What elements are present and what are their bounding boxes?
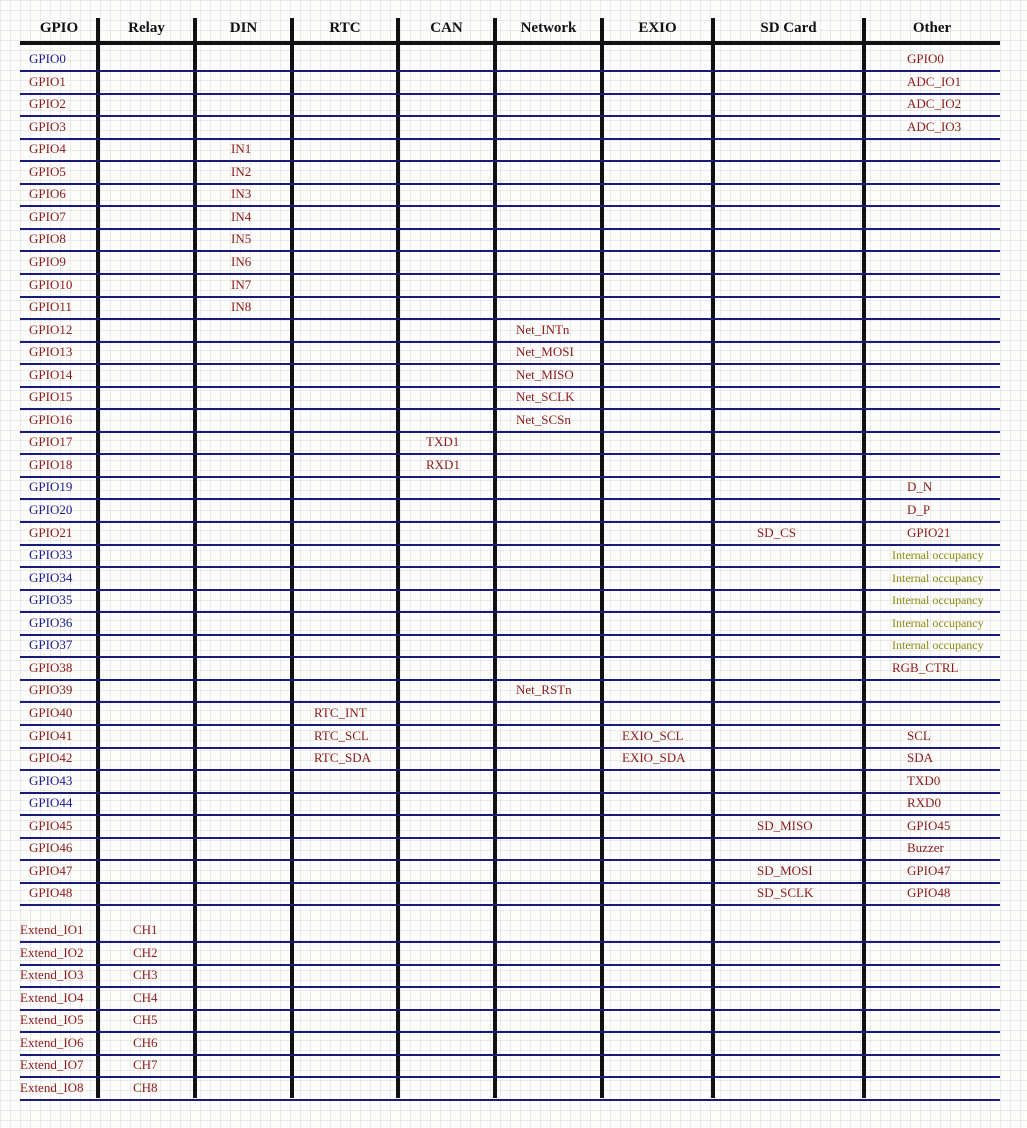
gpio-label: GPIO10	[29, 277, 73, 292]
cell-relay: CH6	[133, 1035, 158, 1050]
table-row-line	[20, 160, 1000, 162]
table-row-line	[20, 611, 1000, 613]
cell-other: TXD0	[907, 773, 941, 788]
column-divider	[493, 18, 497, 1098]
header-network: Network	[520, 20, 577, 36]
header-can: CAN	[430, 20, 463, 36]
gpio-label: GPIO7	[29, 209, 66, 224]
table-row-line	[20, 498, 1000, 500]
gpio-label: GPIO41	[29, 728, 73, 743]
cell-din: IN3	[231, 186, 252, 201]
cell-other: GPIO21	[907, 525, 951, 540]
gpio-label: Extend_IO4	[20, 990, 84, 1005]
cell-other: RGB_CTRL	[892, 660, 959, 675]
column-divider	[193, 18, 197, 1098]
cell-other: SDA	[907, 750, 934, 765]
header-rule	[20, 41, 1000, 45]
table-row-line	[20, 544, 1000, 546]
table-row-line	[20, 431, 1000, 433]
cell-other: D_P	[907, 502, 931, 517]
cell-sd: SD_MOSI	[757, 863, 813, 878]
table-row-line	[20, 453, 1000, 455]
cell-relay: CH5	[133, 1012, 158, 1027]
gpio-label: Extend_IO1	[20, 922, 84, 937]
cell-relay: CH7	[133, 1057, 158, 1072]
table-row-line	[20, 70, 1000, 72]
gpio-label: GPIO9	[29, 254, 66, 269]
cell-relay: CH4	[133, 990, 158, 1005]
column-divider	[862, 18, 866, 1098]
header-sd: SD Card	[760, 20, 817, 36]
gpio-label: GPIO21	[29, 525, 73, 540]
column-divider	[600, 18, 604, 1098]
gpio-label: Extend_IO6	[20, 1035, 84, 1050]
cell-relay: CH1	[133, 922, 158, 937]
table-row-line	[20, 318, 1000, 320]
gpio-label: GPIO42	[29, 750, 73, 765]
gpio-label: GPIO35	[29, 592, 73, 607]
table-row-line	[20, 1009, 1000, 1011]
table-row-line	[20, 941, 1000, 943]
gpio-label: GPIO8	[29, 231, 66, 246]
column-divider	[290, 18, 294, 1098]
gpio-label: GPIO38	[29, 660, 73, 675]
table-row-line	[20, 521, 1000, 523]
cell-other: GPIO48	[907, 885, 951, 900]
cell-other: Internal occupancy	[892, 571, 984, 585]
cell-other: GPIO45	[907, 818, 951, 833]
table-row-line	[20, 93, 1000, 95]
gpio-label: GPIO11	[29, 299, 72, 314]
cell-network: Net_INTn	[516, 322, 570, 337]
gpio-label: GPIO20	[29, 502, 73, 517]
cell-network: Net_RSTn	[516, 682, 572, 697]
column-divider	[96, 18, 100, 1098]
cell-exio: EXIO_SDA	[622, 750, 686, 765]
header-relay: Relay	[128, 20, 165, 36]
header-rtc: RTC	[329, 20, 361, 36]
table-row-line	[20, 296, 1000, 298]
header-exio: EXIO	[638, 20, 677, 36]
cell-network: Net_SCLK	[516, 389, 575, 404]
cell-other: ADC_IO2	[907, 96, 962, 111]
table-row-line	[20, 634, 1000, 636]
table-row-line	[20, 769, 1000, 771]
cell-other: ADC_IO1	[907, 74, 962, 89]
gpio-label: GPIO46	[29, 840, 73, 855]
table-row-line	[20, 250, 1000, 252]
gpio-label: GPIO48	[29, 885, 73, 900]
table-row-line	[20, 986, 1000, 988]
gpio-label: GPIO15	[29, 389, 73, 404]
table-row-line	[20, 363, 1000, 365]
gpio-label: GPIO43	[29, 773, 73, 788]
table-row-line	[20, 701, 1000, 703]
gpio-label: GPIO47	[29, 863, 73, 878]
column-divider	[396, 18, 400, 1098]
cell-other: Internal occupancy	[892, 616, 984, 630]
table-row-line	[20, 183, 1000, 185]
table-row-line	[20, 341, 1000, 343]
cell-other: GPIO0	[907, 51, 944, 66]
table-row-line	[20, 1054, 1000, 1056]
gpio-label: GPIO34	[29, 570, 73, 585]
gpio-label: Extend_IO2	[20, 945, 84, 960]
table-row-line	[20, 228, 1000, 230]
gpio-label: GPIO37	[29, 637, 73, 652]
gpio-label: GPIO33	[29, 547, 73, 562]
cell-relay: CH2	[133, 945, 158, 960]
cell-sd: SD_MISO	[757, 818, 813, 833]
table-row-line	[20, 386, 1000, 388]
table-row-line	[20, 115, 1000, 117]
gpio-label: GPIO14	[29, 367, 73, 382]
cell-rtc: RTC_SCL	[314, 728, 369, 743]
gpio-label: GPIO45	[29, 818, 73, 833]
gpio-label: GPIO0	[29, 51, 66, 66]
gpio-label: GPIO6	[29, 186, 66, 201]
cell-relay: CH8	[133, 1080, 158, 1095]
cell-other: Internal occupancy	[892, 593, 984, 607]
table-row-line	[20, 656, 1000, 658]
cell-sd: SD_CS	[757, 525, 797, 540]
table-row-line	[20, 904, 1000, 906]
cell-other: D_N	[907, 479, 933, 494]
header-din: DIN	[229, 20, 258, 36]
cell-other: SCL	[907, 728, 931, 743]
cell-network: Net_SCSn	[516, 412, 571, 427]
cell-sd: SD_SCLK	[757, 885, 814, 900]
cell-exio: EXIO_SCL	[622, 728, 684, 743]
gpio-label: GPIO12	[29, 322, 73, 337]
cell-din: IN1	[231, 141, 252, 156]
gpio-label: GPIO1	[29, 74, 66, 89]
cell-din: IN7	[231, 277, 252, 292]
gpio-label: GPIO44	[29, 795, 73, 810]
table-row-line	[20, 792, 1000, 794]
cell-other: Internal occupancy	[892, 638, 984, 652]
table-row-line	[20, 882, 1000, 884]
gpio-label: Extend_IO5	[20, 1012, 84, 1027]
gpio-label: Extend_IO7	[20, 1057, 84, 1072]
cell-other: GPIO47	[907, 863, 951, 878]
cell-din: IN5	[231, 231, 252, 246]
cell-can: TXD1	[426, 434, 460, 449]
cell-rtc: RTC_INT	[314, 705, 367, 720]
gpio-label: GPIO5	[29, 164, 66, 179]
table-row-line	[20, 138, 1000, 140]
gpio-label: GPIO18	[29, 457, 73, 472]
cell-relay: CH3	[133, 967, 158, 982]
gpio-label: GPIO2	[29, 96, 66, 111]
table-row-line	[20, 273, 1000, 275]
cell-din: IN6	[231, 254, 252, 269]
table-row-line	[20, 724, 1000, 726]
cell-din: IN4	[231, 209, 252, 224]
cell-network: Net_MOSI	[516, 344, 574, 359]
table-row-line	[20, 814, 1000, 816]
gpio-label: Extend_IO8	[20, 1080, 84, 1095]
table-row-line	[20, 1031, 1000, 1033]
table-row-line	[20, 476, 1000, 478]
cell-other: Internal occupancy	[892, 548, 984, 562]
cell-other: Buzzer	[907, 840, 944, 855]
table-row-line	[20, 679, 1000, 681]
table-row-line	[20, 859, 1000, 861]
cell-din: IN8	[231, 299, 252, 314]
header-other: Other	[912, 20, 952, 36]
gpio-label: GPIO40	[29, 705, 73, 720]
cell-rtc: RTC_SDA	[314, 750, 372, 765]
table-row-line	[20, 1099, 1000, 1101]
gpio-label: GPIO17	[29, 434, 73, 449]
gpio-label: GPIO4	[29, 141, 66, 156]
gpio-label: Extend_IO3	[20, 967, 84, 982]
column-divider	[711, 18, 715, 1098]
table-row-line	[20, 964, 1000, 966]
table-row-line	[20, 566, 1000, 568]
header-gpio: GPIO	[39, 20, 79, 36]
cell-din: IN2	[231, 164, 252, 179]
table-row-line	[20, 747, 1000, 749]
cell-can: RXD1	[426, 457, 460, 472]
table-row-line	[20, 205, 1000, 207]
table-row-line	[20, 589, 1000, 591]
cell-other: RXD0	[907, 795, 941, 810]
gpio-label: GPIO3	[29, 119, 66, 134]
cell-network: Net_MISO	[516, 367, 574, 382]
table-row-line	[20, 408, 1000, 410]
table-row-line	[20, 1076, 1000, 1078]
gpio-label: GPIO16	[29, 412, 73, 427]
gpio-label: GPIO39	[29, 682, 73, 697]
cell-other: ADC_IO3	[907, 119, 962, 134]
gpio-label: GPIO13	[29, 344, 73, 359]
table-row-line	[20, 837, 1000, 839]
gpio-label: GPIO19	[29, 479, 73, 494]
gpio-label: GPIO36	[29, 615, 73, 630]
